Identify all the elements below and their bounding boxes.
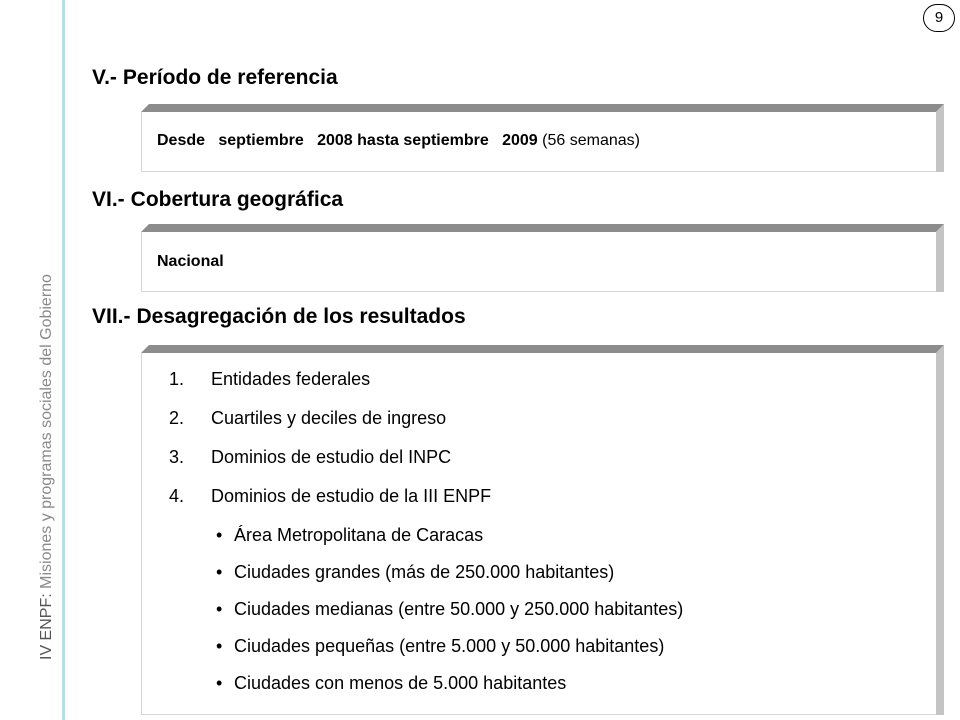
period-desde: Desde: [157, 132, 206, 149]
list-item-number: 4.: [169, 486, 185, 506]
bullet-dot-icon: •: [216, 599, 223, 619]
box-bevel-right: [936, 104, 944, 172]
section-heading-v: [92, 66, 338, 90]
bullet-dot-icon: •: [216, 673, 223, 693]
section-title: Desagregación de los resultados: [136, 305, 466, 328]
bullet-text: Ciudades grandes (más de 250.000 habitantes): [234, 562, 615, 582]
list-item-number: 2.: [169, 408, 185, 428]
sidebar-title-rest: Misiones y programas sociales del Gobierno: [38, 274, 55, 594]
box-face: [141, 232, 936, 292]
page-number: 9: [923, 4, 955, 32]
breakdown-box: [141, 345, 944, 715]
sidebar-title-bold: IV ENPF:: [38, 593, 55, 660]
section-number: VI.-: [92, 188, 125, 211]
coverage-box: [141, 224, 944, 292]
period-text: [157, 132, 640, 150]
period-month-end: septiembre: [403, 132, 489, 149]
period-year-start: 2008: [317, 132, 353, 149]
section-number: V.-: [92, 66, 117, 89]
period-box: [141, 104, 944, 172]
section-title: Cobertura geográfica: [130, 188, 344, 211]
bullet-text: Ciudades pequeñas (entre 5.000 y 50.000 habitantes): [234, 636, 665, 656]
box-bevel-right: [936, 345, 944, 715]
period-year-end: 2009: [502, 132, 538, 149]
section-heading-vii: [92, 305, 466, 329]
sidebar-divider: [62, 0, 65, 720]
box-bevel-top: [141, 104, 944, 112]
bullet-dot-icon: •: [216, 525, 223, 545]
box-bevel-right: [936, 224, 944, 292]
coverage-text: Nacional: [157, 253, 224, 270]
period-duration: (56 semanas): [542, 132, 640, 149]
bullet-text: Ciudades con menos de 5.000 habitantes: [234, 673, 567, 693]
bullet-dot-icon: •: [216, 636, 223, 656]
bullet-dot-icon: •: [216, 562, 223, 582]
section-title: Período de referencia: [122, 66, 338, 89]
list-item-text: Cuartiles y deciles de ingreso: [211, 408, 447, 428]
bullet-text: Área Metropolitana de Caracas: [234, 525, 484, 545]
list-item-number: 1.: [169, 369, 185, 389]
list-item-text: Entidades federales: [211, 369, 371, 389]
list-item-text: Dominios de estudio del INPC: [211, 447, 452, 467]
bullet-text: Ciudades medianas (entre 50.000 y 250.000 habitantes): [234, 599, 684, 619]
section-heading-vi: [92, 188, 343, 212]
box-bevel-top: [141, 224, 944, 232]
sidebar-title: [36, 60, 58, 660]
period-hasta: hasta: [357, 132, 399, 149]
period-month-start: septiembre: [218, 132, 304, 149]
list-item-number: 3.: [169, 447, 185, 467]
section-number: VII.-: [92, 305, 131, 328]
list-item-text: Dominios de estudio de la III ENPF: [211, 486, 492, 506]
box-bevel-top: [141, 345, 944, 353]
